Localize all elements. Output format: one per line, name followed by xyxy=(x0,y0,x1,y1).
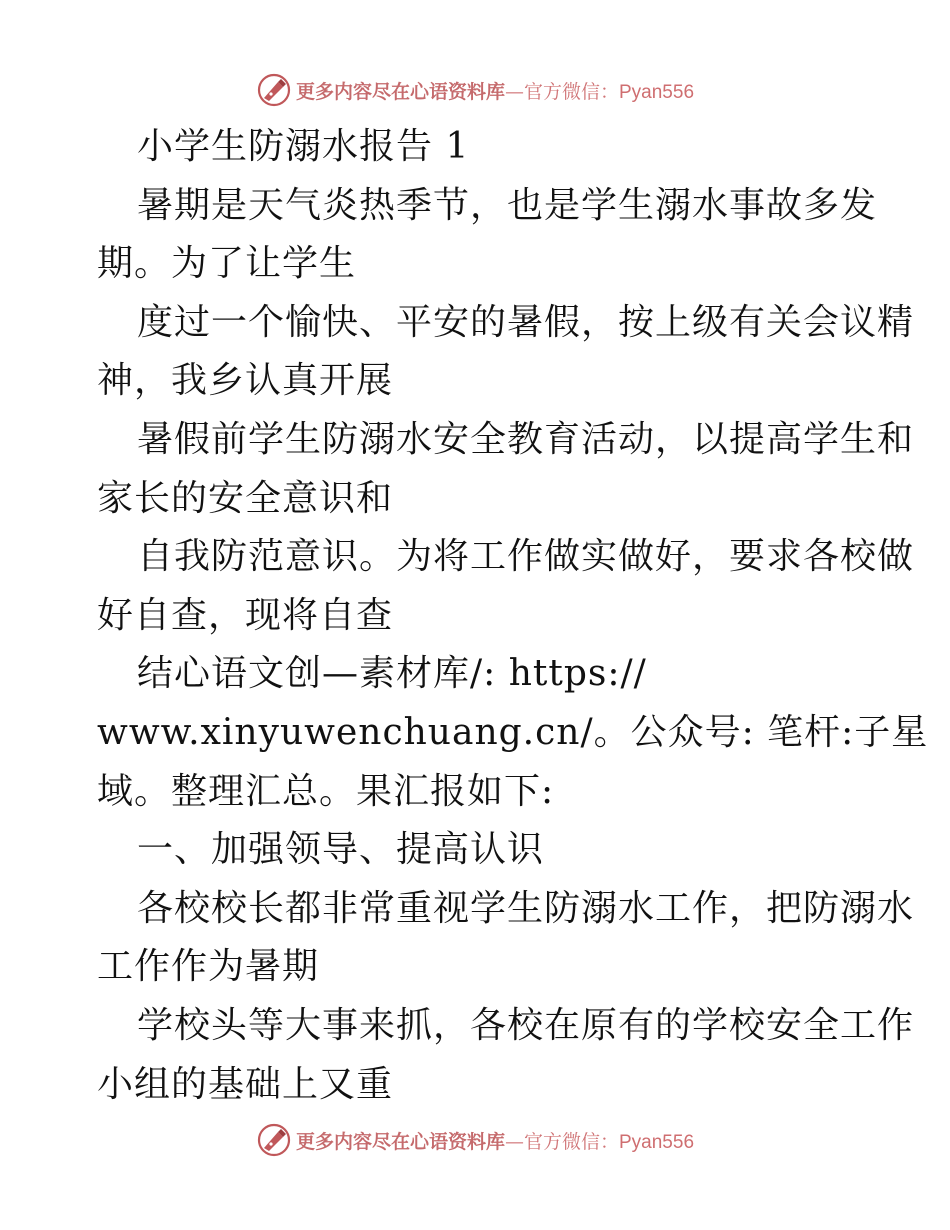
watermark-wechat-id: Pyan556 xyxy=(619,1131,695,1153)
watermark-brand: 更多内容尽在心语资料库 xyxy=(295,80,505,103)
pen-nib-logo-icon xyxy=(256,72,292,108)
watermark-brand: 更多内容尽在心语资料库 xyxy=(295,1130,505,1153)
paragraph-line: 小组的基础上又重 xyxy=(97,1063,394,1105)
paragraph-line: 期。为了让学生 xyxy=(97,243,357,285)
watermark-label: 官方微信： xyxy=(523,1130,619,1153)
document-body xyxy=(97,118,929,1114)
header-watermark-banner xyxy=(0,70,950,110)
watermark-separator: — xyxy=(504,80,524,103)
watermark-label: 官方微信： xyxy=(523,80,619,103)
watermark-text xyxy=(296,1127,694,1154)
paragraph-line: 暑假前学生防溺水安全教育活动，以提高学生和 xyxy=(137,418,915,460)
paragraph-line: 神，我乡认真开展 xyxy=(97,360,394,402)
footer-watermark-banner xyxy=(0,1120,950,1160)
paragraph-line: 家长的安全意识和 xyxy=(97,477,394,519)
paragraph-line: 好自查，现将自查 xyxy=(97,594,394,636)
pen-nib-logo-icon xyxy=(256,1122,292,1158)
watermark-wechat-id: Pyan556 xyxy=(619,81,695,103)
paragraph-line: 自我防范意识。为将工作做实做好，要求各校做 xyxy=(137,536,915,578)
paragraph-line: 暑期是天气炎热季节，也是学生溺水事故多发 xyxy=(137,184,878,226)
paragraph-line: 学校头等大事来抓，各校在原有的学校安全工作 xyxy=(137,1004,915,1046)
paragraph-line: 结心语文创—素材库/: https:// xyxy=(137,653,647,695)
paragraph-line: 工作作为暑期 xyxy=(97,946,320,988)
document-title: 小学生防溺水报告 1 xyxy=(137,126,470,167)
paragraph-line: 各校校长都非常重视学生防溺水工作，把防溺水 xyxy=(137,887,915,929)
watermark-separator: — xyxy=(504,1130,524,1153)
paragraph-line: 度过一个愉快、平安的暑假，按上级有关会议精 xyxy=(137,301,915,343)
section-heading: 一、加强领导、提高认识 xyxy=(137,829,545,871)
paragraph-line: www.xinyuwenchuang.cn/。公众号: 笔杆:子星 xyxy=(97,711,929,753)
paragraph-line: 域。整理汇总。果汇报如下: xyxy=(97,770,555,812)
watermark-text xyxy=(296,77,694,104)
